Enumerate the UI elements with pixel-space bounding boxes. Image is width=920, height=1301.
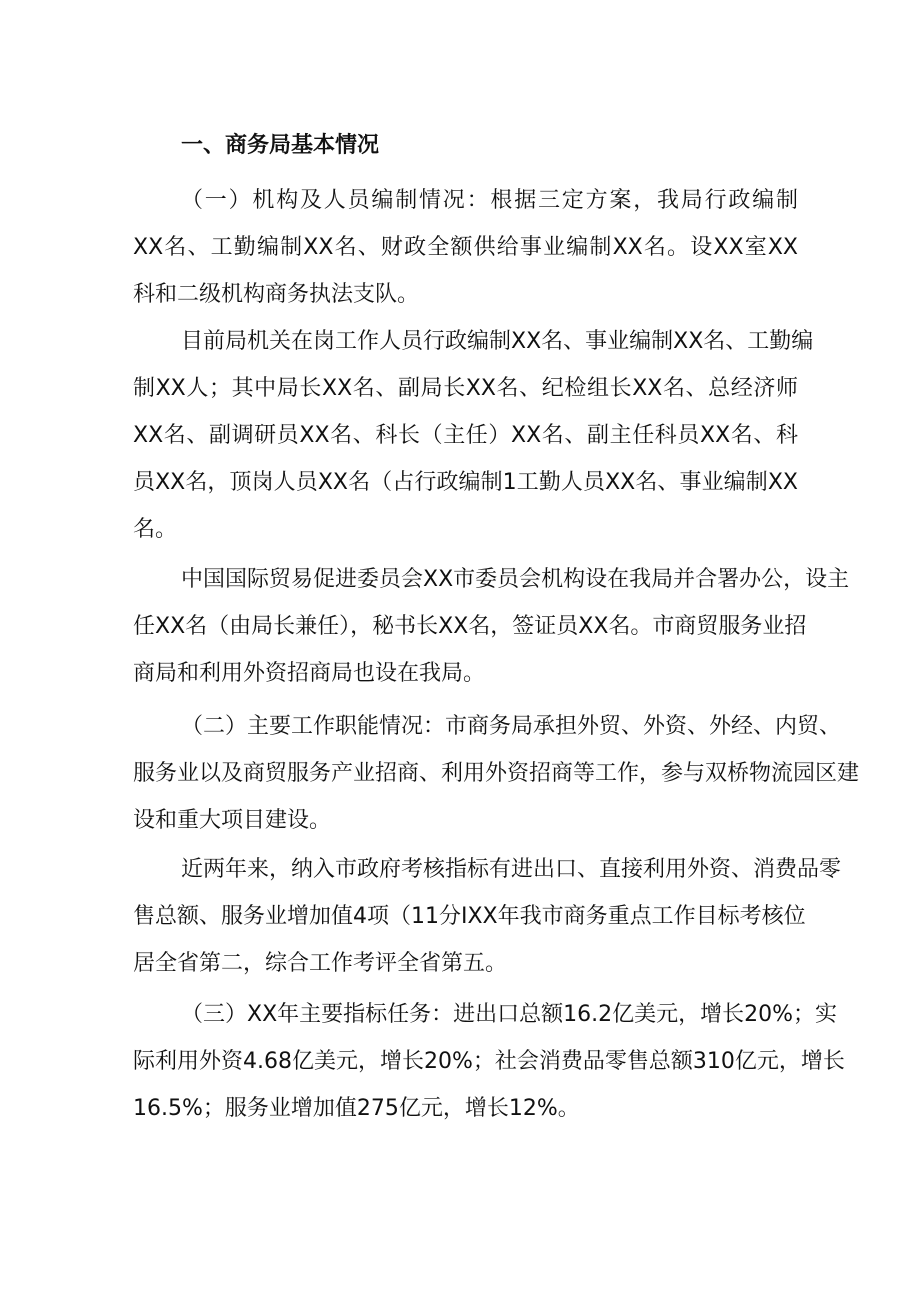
paragraph-line: 员XX名，顶岗人员XX名（占行政编制1工勤人员XX名、事业编制XX (133, 470, 798, 495)
paragraph-line: 制XX人；其中局长XX名、副局长XX名、纪检组长XX名、总经济师 (133, 376, 798, 401)
paragraph-line: XX名、副调研员XX名、科长（主任）XX名、副主任科员XX名、科 (133, 423, 798, 448)
paragraph-line: 服务业以及商贸服务产业招商、利用外资招商等工作，参与双桥物流园区建 (133, 761, 860, 786)
paragraph-line: 中国国际贸易促进委员会XX市委员会机构设在我局并合署办公，设主 (181, 567, 850, 592)
paragraph-line: 居全省第二，综合工作考评全省第五。 (133, 951, 508, 976)
paragraph-line: 名。 (133, 517, 178, 542)
paragraph-line: 科和二级机构商务执法支队。 (133, 282, 420, 307)
paragraph-line: XX名、工勤编制XX名、财政全额供给事业编制XX名。设XX室XX (133, 235, 798, 260)
paragraph-line: 16.5%；服务业增加值275亿元，增长12%。 (133, 1096, 580, 1121)
section-heading: 一、商务局基本情况 (181, 133, 380, 158)
paragraph-line: 设和重大项目建设。 (133, 808, 332, 833)
paragraph-line: （二）主要工作职能情况：市商务局承担外贸、外资、外经、内贸、 (181, 714, 842, 739)
paragraph-line: 近两年来，纳入市政府考核指标有进出口、直接利用外资、消费品零 (181, 857, 842, 882)
paragraph-line: （三）XX年主要指标任务：进出口总额16.2亿美元，增长20%；实 (181, 1002, 838, 1027)
paragraph-line: 商局和利用外资招商局也设在我局。 (133, 661, 486, 686)
paragraph-line: 目前局机关在岗工作人员行政编制XX名、事业编制XX名、工勤编 (181, 329, 814, 354)
paragraph-line: 际利用外资4.68亿美元，增长20%；社会消费品零售总额310亿元，增长 (133, 1049, 845, 1074)
paragraph-line: 任XX名（由局长兼任），秘书长XX名，签证员XX名。市商贸服务业招 (133, 614, 807, 639)
paragraph-line: 售总额、服务业增加值4项（11分IXX年我市商务重点工作目标考核位 (133, 904, 806, 929)
paragraph-line: （一）机构及人员编制情况：根据三定方案，我局行政编制 (181, 188, 798, 213)
